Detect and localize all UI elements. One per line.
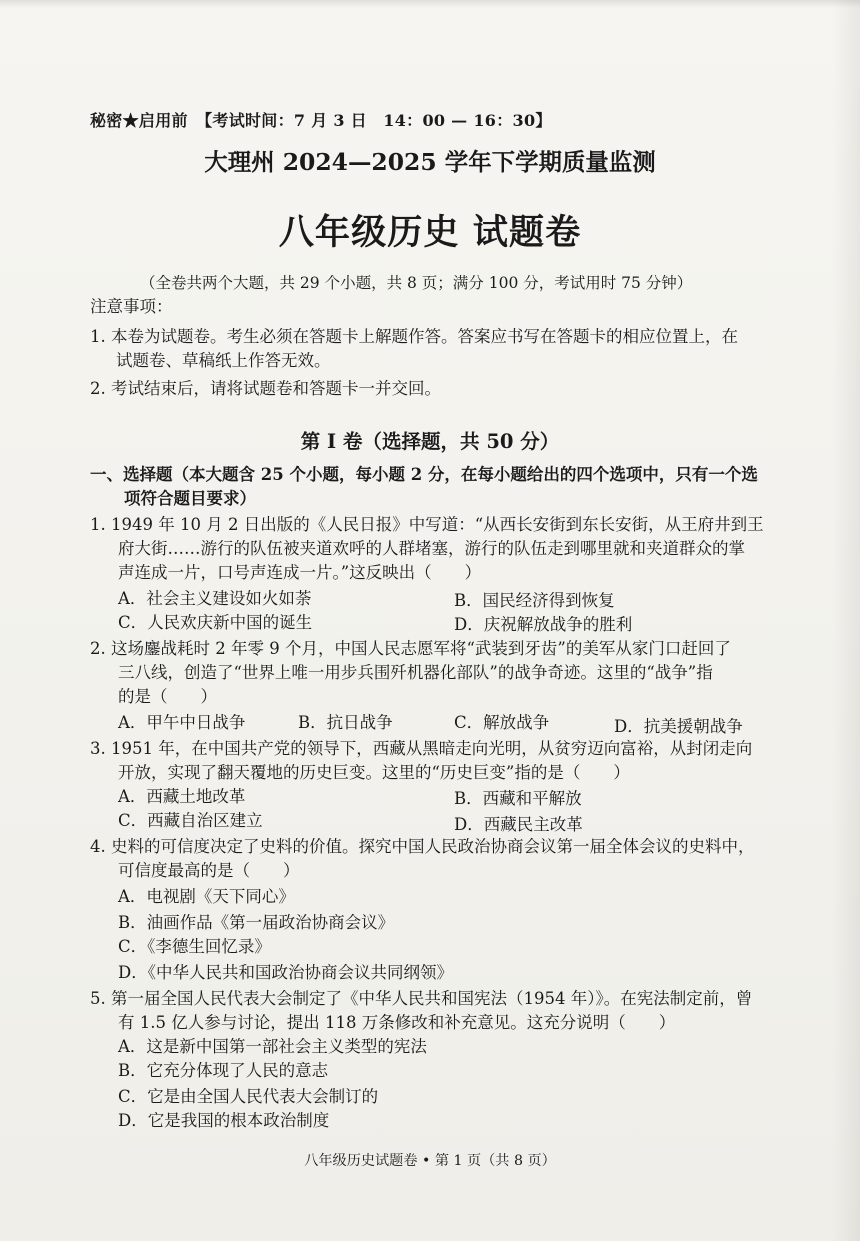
option-c: C．解放战争 xyxy=(454,713,550,732)
question-text-line: 5. 第一届全国人民代表大会制定了《中华人民共和国宪法（1954 年）》。在宪法制定前，曾 xyxy=(90,989,753,1008)
question-text-line: 的是（ ） xyxy=(118,687,217,706)
scan-shadow-top xyxy=(0,0,860,8)
option-d: D．它是我国的根本政治制度 xyxy=(118,1111,330,1130)
option-c: C．人民欢庆新中国的诞生 xyxy=(118,613,313,632)
option-d: D．《中华人民共和国政治协商会议共同纲领》 xyxy=(118,963,453,982)
option-a: A．社会主义建设如火如荼 xyxy=(118,589,312,608)
option-c: C．它是由全国人民代表大会制订的 xyxy=(118,1087,379,1106)
option-b: B．它充分体现了人民的意志 xyxy=(118,1061,329,1080)
confidential-line: 秘密★启用前 【考试时间：7 月 3 日 14：00 — 16：30】 xyxy=(90,111,552,130)
section-title: 第 I 卷（选择题，共 50 分） xyxy=(300,430,560,453)
question-text-line: 三八线，创造了“世界上唯一用步兵围歼机器化部队”的战争奇迹。这里的“战争”指 xyxy=(118,663,713,682)
option-c: C．《李德生回忆录》 xyxy=(118,937,271,956)
question-text-line: 2. 这场鏖战耗时 2 年零 9 个月，中国人民志愿军将“武装到牙齿”的美军从家门口赶回了 xyxy=(90,639,731,658)
notice-item2: 2. 考试结束后，请将试题卷和答题卡一并交回。 xyxy=(90,379,441,398)
scan-shadow-right xyxy=(832,0,860,1241)
question-text-line: 4. 史料的可信度决定了史料的价值。探究中国人民政治协商会议第一届全体会议的史料中， xyxy=(90,837,755,856)
option-a: A．这是新中国第一部社会主义类型的宪法 xyxy=(118,1037,427,1056)
option-a: A．西藏土地改革 xyxy=(118,787,246,806)
question-text-line: 3. 1951 年，在中国共产党的领导下，西藏从黑暗走向光明，从贫穷迈向富裕，从封闭走向 xyxy=(90,739,753,758)
question-text-line: 可信度最高的是（ ） xyxy=(118,861,300,880)
exam-title-line1: 大理州 2024—2025 学年下学期质量监测 xyxy=(204,148,656,176)
option-b: B．西藏和平解放 xyxy=(454,789,582,808)
question-text-line: 府大街……游行的队伍被夹道欢呼的人群堵塞，游行的队伍走到哪里就和夹道群众的掌 xyxy=(118,539,745,558)
question-text-line: 声连成一片，口号声连成一片。”这反映出（ ） xyxy=(118,563,482,582)
question-text-line: 有 1.5 亿人参与讨论，提出 118 万条修改和补充意见。这充分说明（ ） xyxy=(118,1013,676,1032)
option-d: D．庆祝解放战争的胜利 xyxy=(454,615,633,634)
option-b: B．抗日战争 xyxy=(298,713,393,732)
notice-item1-line2: 试题卷、草稿纸上作答无效。 xyxy=(116,351,331,370)
question-text-line: 1. 1949 年 10 月 2 日出版的《人民日报》中写道：“从西长安街到东长安街，从王府井到王 xyxy=(90,515,764,534)
section-intro-line1: 一、选择题（本大题含 25 个小题，每小题 2 分，在每小题给出的四个选项中，只有一个选 xyxy=(90,465,758,484)
section-intro-line2: 项符合题目要求） xyxy=(124,489,256,508)
page-footer: 八年级历史试题卷 • 第 1 页（共 8 页） xyxy=(304,1153,556,1169)
exam-scope-note: （全卷共两个大题，共 29 个小题，共 8 页；满分 100 分，考试用时 75 分钟） xyxy=(140,274,693,292)
option-b: B．油画作品《第一届政治协商会议》 xyxy=(118,913,395,932)
notice-item1-line1: 1. 本卷为试题卷。考生必须在答题卡上解题作答。答案应书写在答题卡的相应位置上，在 xyxy=(90,327,738,346)
option-a: A．甲午中日战争 xyxy=(118,713,246,732)
option-c: C．西藏自治区建立 xyxy=(118,811,263,830)
option-d: D．抗美援朝战争 xyxy=(614,717,743,736)
option-a: A．电视剧《天下同心》 xyxy=(118,887,295,906)
exam-title-line2: 八年级历史 试题卷 xyxy=(278,212,582,253)
option-d: D．西藏民主改革 xyxy=(454,815,583,834)
option-b: B．国民经济得到恢复 xyxy=(454,591,615,610)
question-text-line: 开放，实现了翻天覆地的历史巨变。这里的“历史巨变”指的是（ ） xyxy=(118,763,630,782)
notice-heading: 注意事项： xyxy=(90,297,173,316)
